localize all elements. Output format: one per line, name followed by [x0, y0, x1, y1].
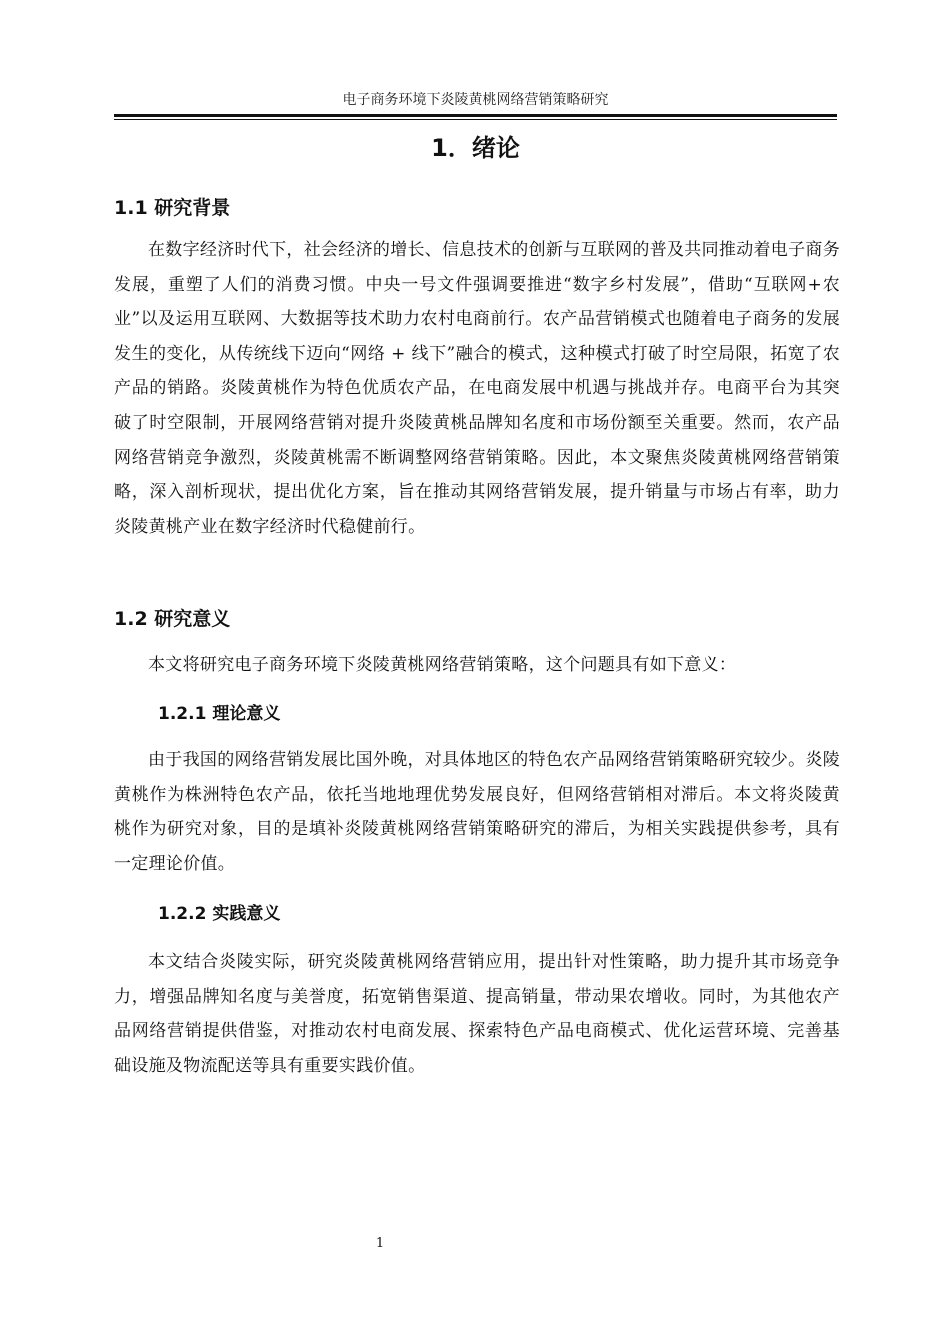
section-heading-1-2: 1.2 研究意义: [114, 608, 231, 630]
page-number: 1: [375, 1236, 385, 1251]
section-1-2-paragraph: 本文将研究电子商务环境下炎陵黄桃网络营销策略，这个问题具有如下意义：: [148, 655, 737, 675]
chapter-title: 1．绪论: [431, 134, 520, 162]
header-rule-thin: [114, 119, 837, 120]
header-rule-thick: [114, 114, 837, 117]
section-heading-1-2-1: 1.2.1 理论意义: [158, 704, 281, 724]
section-heading-1-2-2: 1.2.2 实践意义: [158, 904, 281, 924]
section-1-1-paragraph: 在数字经济时代下，社会经济的增长、信息技术的创新与互联网的普及共同推动着电子商务发展，重塑了人们的消费习惯。中央一号文件强调要推进“数字乡村发展”，借助“互联网+农业”以及运用互联网、大数据等技术助力农村电商前行。农产品营销模式也随着电子商务的发展发生的变化，从传统线下迈向“网络 + 线下”融合的模式，这种模式打破了时空局限，拓宽了农产品的销路。炎陵黄桃作为特色优质农产品，在电商发展中机遇与挑战并存。电商平台为其突破了时空限制，开展网络营销对提升炎陵黄桃品牌知名度和市场份额至关重要。然而，农产品网络营销竞争激烈，炎陵黄桃需不断调整网络营销策略。因此，本文聚焦炎陵黄桃网络营销策略，深入剖析现状，提出优化方案，旨在推动其网络营销发展，提升销量与市场占有率，助力炎陵黄桃产业在数字经济时代稳健前行。: [114, 240, 840, 537]
section-1-2-2-paragraph: 本文结合炎陵实际，研究炎陵黄桃网络营销应用，提出针对性策略，助力提升其市场竞争力，增强品牌知名度与美誉度，拓宽销售渠道、提高销量，带动果农增收。同时，为其他农产品网络营销提供借鉴，对推动农村电商发展、探索特色产品电商模式、优化运营环境、完善基础设施及物流配送等具有重要实践价值。: [114, 952, 840, 1076]
section-heading-1-1: 1.1 研究背景: [114, 197, 231, 219]
running-header: 电子商务环境下炎陵黄桃网络营销策略研究: [342, 92, 609, 108]
section-1-2-1-paragraph: 由于我国的网络营销发展比国外晚，对具体地区的特色农产品网络营销策略研究较少。炎陵黄桃作为株洲特色农产品，依托当地地理优势发展良好，但网络营销相对滞后。本文将炎陵黄桃作为研究对象，目的是填补炎陵黄桃网络营销策略研究的滞后，为相关实践提供参考，具有一定理论价值。: [114, 750, 840, 874]
